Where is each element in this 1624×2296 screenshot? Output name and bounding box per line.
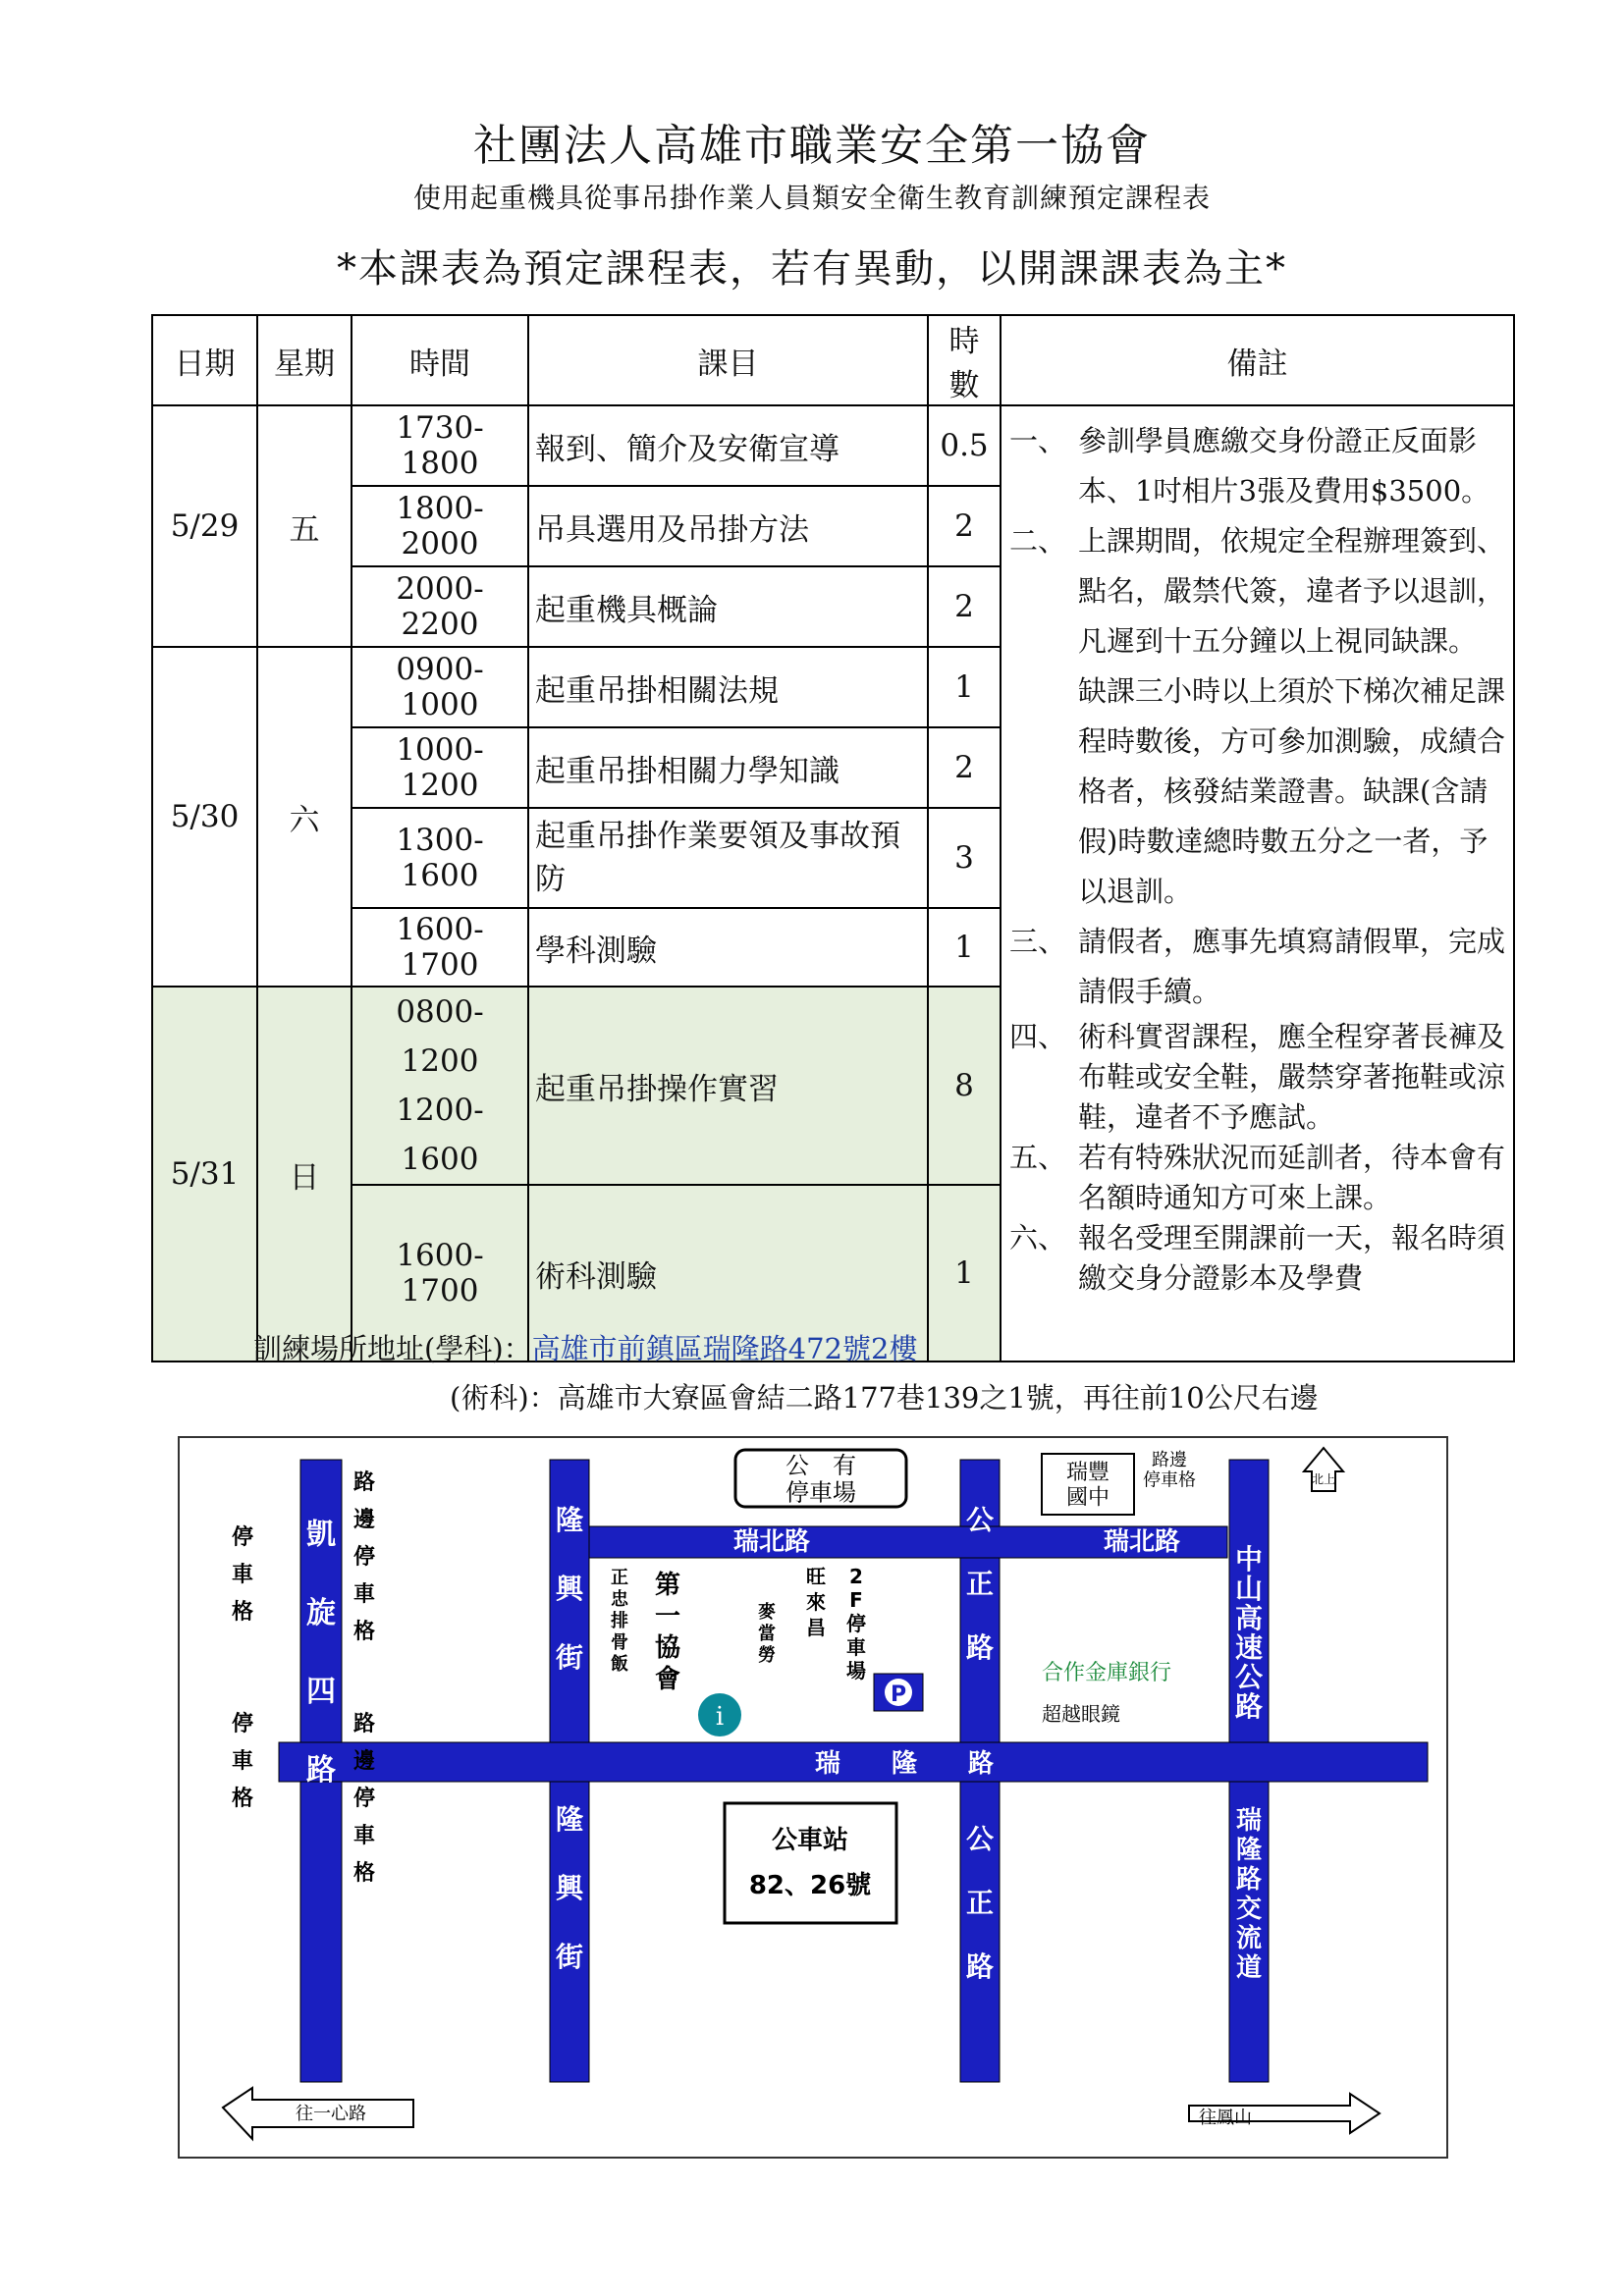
subject-cell: 起重機具概論 <box>528 566 928 647</box>
label-ruibei-right: 瑞北路 <box>1103 1527 1181 1557</box>
subject-cell: 術科測驗 <box>528 1185 928 1362</box>
date-cell: 5/30 <box>152 647 257 987</box>
label-longxing-lower: 隆興街 <box>555 1803 584 1973</box>
label-ruibei-left: 瑞北路 <box>732 1527 811 1557</box>
hours-cell: 1 <box>928 908 1001 987</box>
schedule-table <box>151 314 1515 1362</box>
label-bus-lines: 82、26號 <box>748 1871 872 1900</box>
header-weekday: 星期 <box>257 315 352 405</box>
label-school: 瑞豐國中 <box>1065 1461 1110 1511</box>
note-item: 一、 參訓學員應繳交身份證正反面影本、1吋相片3張及費用$3500。 <box>1009 424 1490 507</box>
time-cell: 1000-1200 <box>352 727 528 808</box>
header-notes: 備註 <box>1001 315 1514 405</box>
weekday-cell: 日 <box>257 987 352 1362</box>
table-header-row <box>152 315 1514 405</box>
subject-cell: 報到、簡介及安衛宣導 <box>528 405 928 486</box>
label-public-parking: 公 有停車場 <box>785 1452 856 1507</box>
location-map <box>178 1436 1448 2159</box>
label-longxing-upper: 隆興街 <box>555 1504 584 1674</box>
table-row <box>152 405 1514 486</box>
label-roadside-parking-top: 路邊停車格 <box>1143 1450 1196 1491</box>
label-ruilong: 瑞 隆 路 <box>814 1749 995 1779</box>
header-date: 日期 <box>152 315 257 405</box>
note-item: 三、 請假者，應事先填寫請假單，完成請假手續。 <box>1009 925 1506 1008</box>
subject-cell: 起重吊掛操作實習 <box>528 987 928 1185</box>
notes-cell <box>1001 405 1514 1362</box>
hours-cell: 8 <box>928 987 1001 1185</box>
label-to-yixin: 往一心路 <box>296 2104 366 2124</box>
subject-cell: 起重吊掛作業要領及事故預防 <box>528 808 928 908</box>
weekday-cell: 六 <box>257 647 352 987</box>
label-roadside-parking-left-bottom: 路邊停車格 <box>352 1712 376 1886</box>
subject-cell: 起重吊掛相關法規 <box>528 647 928 727</box>
label-roadside-parking-left-top: 路邊停車格 <box>352 1470 376 1644</box>
time-cell: 1300-1600 <box>352 808 528 908</box>
label-mcd: 麥當勞 <box>758 1602 776 1666</box>
svg-text:i: i <box>715 1702 725 1732</box>
date-cell: 5/29 <box>152 405 257 647</box>
hours-cell: 2 <box>928 566 1001 647</box>
time-cell: 0900-1000 <box>352 647 528 727</box>
time-cell: 1800-2000 <box>352 486 528 566</box>
practical-address: (術科)：高雄市大寮區會結二路177巷139之1號，再往前10公尺右邊 <box>450 1381 1319 1415</box>
label-bank: 合作金庫銀行 <box>1042 1661 1172 1685</box>
hours-cell: 2 <box>928 486 1001 566</box>
label-parking-2f: 2 F 停車場 <box>846 1565 866 1682</box>
note-item: 四、 術科實習課程，應全程穿著長褲及布鞋或安全鞋，嚴禁穿著拖鞋或涼鞋，違者不予應試。 <box>1009 1020 1506 1134</box>
svg-text:P: P <box>890 1682 907 1707</box>
label-gongzheng-upper: 公正路 <box>965 1504 995 1664</box>
academic-address-link[interactable]: 高雄市前鎮區瑞隆路472號2樓 <box>531 1332 918 1365</box>
label-zhengzhong: 正忠排骨飯 <box>611 1568 628 1675</box>
page-subtitle: 使用起重機具從事吊掛作業人員類安全衛生教育訓練預定課程表 <box>412 182 1211 214</box>
time-cell: 1600-1700 <box>352 1185 528 1362</box>
weekday-cell: 五 <box>257 405 352 647</box>
label-bus-stop: 公車站 <box>771 1826 849 1855</box>
label-to-fengshan: 往鳳山 <box>1199 2108 1252 2128</box>
subject-cell: 學科測驗 <box>528 908 928 987</box>
hours-cell: 0.5 <box>928 405 1001 486</box>
page-title: 社團法人高雄市職業安全第一協會 <box>473 121 1151 171</box>
subject-cell: 起重吊掛相關力學知識 <box>528 727 928 808</box>
schedule-notice: *本課表為預定課程表，若有異動，以開課課表為主* <box>337 246 1287 292</box>
label-gongzheng-lower: 公正路 <box>965 1823 995 1983</box>
header-time: 時間 <box>352 315 528 405</box>
label-ruilong-interchange: 瑞隆路交流道 <box>1235 1806 1263 1983</box>
subject-cell: 吊具選用及吊掛方法 <box>528 486 928 566</box>
date-cell: 5/31 <box>152 987 257 1362</box>
academic-address: 訓練場所地址(學科)：高雄市前鎮區瑞隆路472號2樓 <box>253 1332 918 1365</box>
time-cell: 1730-1800 <box>352 405 528 486</box>
time-cell: 0800-1200 1200-1600 <box>352 987 528 1185</box>
note-item: 二、 上課期間，依規定全程辦理簽到、點名，嚴禁代簽，違者予以退訓，凡遲到十五分鐘以上視同缺課。 缺課三小時以上須於下梯次補足課程時數後，方可參加測驗，成績合格者，核發結業證書。缺課(含請假)時數達總時數五分之一者，予以退訓。 <box>1009 524 1506 908</box>
label-kaixuan: 凱旋四路 <box>306 1518 336 1788</box>
label-wanglaiju: 旺來昌 <box>806 1565 826 1639</box>
label-glasses: 超越眼鏡 <box>1042 1702 1120 1726</box>
time-cell: 1600-1700 <box>352 908 528 987</box>
note-item: 五、 若有特殊狀況而延訓者，待本會有名額時通知方可來上課。 <box>1009 1141 1506 1214</box>
hours-cell: 2 <box>928 727 1001 808</box>
header-hours: 時數 <box>928 315 1001 405</box>
label-parking-grid-top: 停車格 <box>231 1525 254 1625</box>
time-cell: 2000-2200 <box>352 566 528 647</box>
label-association: 第一協會 <box>654 1571 681 1694</box>
label-parking-grid-bottom: 停車格 <box>231 1712 254 1811</box>
hours-cell: 3 <box>928 808 1001 908</box>
hours-cell: 1 <box>928 647 1001 727</box>
note-item: 六、 報名受理至開課前一天，報名時須繳交身分證影本及學費 <box>1009 1221 1506 1295</box>
svg-text:北上: 北上 <box>1311 1472 1336 1486</box>
hours-cell: 1 <box>928 1185 1001 1362</box>
header-subject: 課目 <box>528 315 928 405</box>
label-zhongshan-hwy: 中山高速公路 <box>1234 1543 1264 1723</box>
